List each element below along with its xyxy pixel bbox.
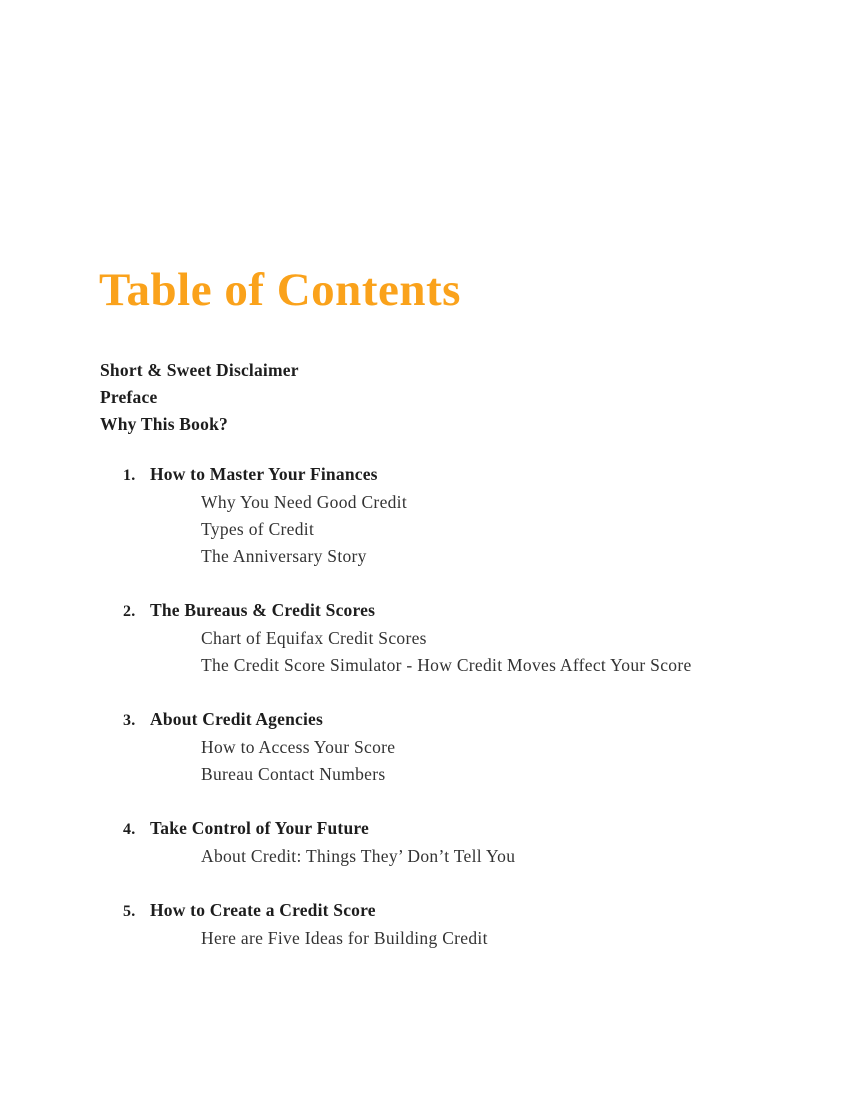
section-title: Types of Credit [201,519,315,539]
front-matter-item-disclaimer: Short & Sweet Disclaimer [100,360,299,380]
chapter-5 [100,897,692,952]
chapter-3 [100,706,692,788]
chapter-1 [100,461,692,570]
front-matter-item-why-this-book: Why This Book? [100,414,228,434]
section-title: About Credit: Things They’ Don’t Tell You [201,846,516,866]
chapter-number: 1. [123,467,136,484]
chapter-list [100,461,692,952]
section-title: The Credit Score Simulator - How Credit Moves Affect Your Score [201,655,692,675]
chapter-number: 5. [123,903,136,920]
section-title: How to Access Your Score [201,737,396,757]
chapter-title: How to Create a Credit Score [150,900,376,920]
section-title: Chart of Equifax Credit Scores [201,628,427,648]
chapter-title: Take Control of Your Future [150,818,369,838]
chapter-number: 3. [123,712,136,729]
chapter-heading [100,706,692,734]
page-title: Table of Contents [99,264,461,316]
chapter-number: 4. [123,821,136,838]
chapter-heading [100,897,692,925]
chapter-4 [100,815,692,870]
chapter-title: About Credit Agencies [150,709,324,729]
section-title: The Anniversary Story [201,546,367,566]
front-matter-item-preface: Preface [100,387,158,407]
chapter-2 [100,597,692,679]
chapter-title: The Bureaus & Credit Scores [150,600,376,620]
chapter-heading [100,815,692,843]
section-title: Here are Five Ideas for Building Credit [201,928,488,948]
front-matter-list [100,357,299,438]
chapter-heading [100,461,692,489]
chapter-number: 2. [123,603,136,620]
chapter-title: How to Master Your Finances [150,464,378,484]
section-title: Why You Need Good Credit [201,492,408,512]
chapter-heading [100,597,692,625]
section-title: Bureau Contact Numbers [201,764,386,784]
